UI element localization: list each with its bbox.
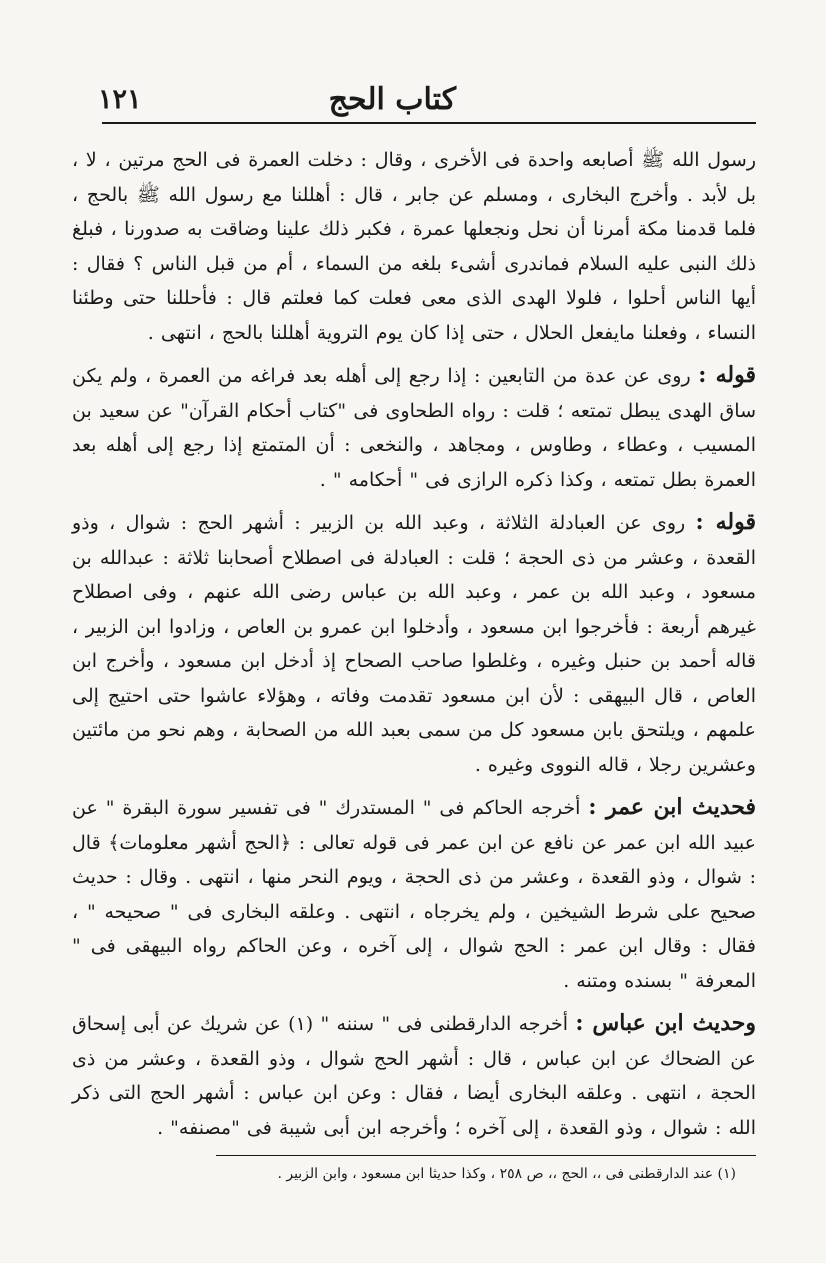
footnote: (١) عند الدارقطنى فى ،، الحج ،، ص ٢٥٨ ، وكذا حديثا ابن مسعود ، وابن الزبير . [277,1166,736,1182]
paragraph [72,1006,756,1145]
paragraph-lead: وحديث ابن عباس : [575,1010,757,1036]
running-title: كتاب الحج [328,82,456,117]
page-number: ١٢١ [98,84,142,115]
paragraph-lead: قوله : [698,362,756,388]
header-divider [102,122,756,124]
paragraph [72,358,756,497]
paragraph-text: أخرجه الحاكم فى " المستدرك " فى تفسير سورة البقرة " عن عبيد الله ابن عمر عن نافع عن ابن عمر فى قوله تعالى : ﴿الحج أشهر معلومات﴾ قال : شوال ، وذو القعدة ، وعشر من ذى الحجة ، ويوم النحر منها ، انتهى . وقال : حديث صحيح على شرط الشيخين ، ولم يخرجاه ، انتهى . وعلقه البخارى فى " صحيحه " ، فقال : وقال ابن عمر : الحج شوال ، إلى آخره ، وعن الحاكم رواه البيهقى فى " المعرفة " بسنده ومتنه . [72,797,756,992]
paragraph-text: روى عن عدة من التابعين : إذا رجع إلى أهله بعد فراغه من العمرة ، ولم يكن ساق الهدى يبطل تمتعه ؛ قلت : رواه الطحاوى فى "كتاب أحكام القرآن" عن سعيد بن المسيب ، وعطاء ، وطاوس ، ومجاهد ، والنخعى : أن المتمتع إذا رجع إلى أهله بعد العمرة بطل تمتعه ، وكذا ذكره الرازى فى " أحكامه " . [72,365,756,491]
paragraph-text: رسول الله ﷺ أصابعه واحدة فى الأخرى ، وقال : دخلت العمرة فى الحج مرتين ، لا ، بل لأبد . وأخرج البخارى ، ومسلم عن جابر ، قال : أهللنا مع رسول الله ﷺ بالحج ، فلما قدمنا مكة أمرنا أن نحل ونجعلها عمرة ، فكبر ذلك علينا وضاقت به صدورنا ، فبلغ ذلك النبى عليه السلام فماندرى أشىء بلغه من السماء ، أم من قبل الناس ؟ فقال : أيها الناس أحلوا ، فلولا الهدى الذى معى فعلت كما فعلتم قال : فأحللنا حتى وطئنا النساء ، وفعلنا مايفعل الحلال ، حتى إذا كان يوم التروية أهللنا بالحج ، انتهى . [72,149,756,344]
page-header [72,82,756,122]
paragraph-text: أخرجه الدارقطنى فى " سننه " (١) عن شريك عن أبى إسحاق عن الضحاك عن ابن عباس ، قال : أشهر الحج شوال ، وذو القعدة ، وعشر من ذى الحجة ، انتهى . وعلقه البخارى أيضا ، فقال : وعن ابن عباس : أشهر الحج التى ذكر الله : شوال ، وذو القعدة ، إلى آخره ؛ وأخرجه ابن أبى شيبة فى "مصنفه" . [72,1013,756,1139]
footnote-divider [216,1155,756,1156]
page-body [72,142,756,1145]
paragraph-lead: قوله : [695,509,756,535]
paragraph [72,142,756,350]
paragraph-text: روى عن العبادلة الثلاثة ، وعبد الله بن الزبير : أشهر الحج : شوال ، وذو القعدة ، وعشر من ذى الحجة ؛ قلت : العبادلة فى اصطلاح أصحابنا ثلاثة : عبدالله بن مسعود ، وعبد الله بن عمر ، وعبد الله بن عباس رضى الله عنهم ، وفى اصطلاح غيرهم أربعة : فأخرجوا ابن مسعود ، وأدخلوا ابن عمرو بن العاص ، وزادوا ابن الزبير ، قاله أحمد بن حنبل وغيره ، وغلطوا صاحب الصحاح إذ أدخل ابن مسعود ، وأخرج ابن العاص ، قال البيهقى : لأن ابن مسعود تقدمت وفاته ، وهؤلاء عاشوا حتى احتيج إلى علمهم ، ويلتحق بابن مسعود كل من سمى بعبد الله من الصحابة ، وهم نحو من مائتين وعشرين رجلا ، قاله النووى وغيره . [72,512,756,776]
paragraph [72,505,756,782]
paragraph-lead: فحديث ابن عمر : [588,794,757,820]
paragraph [72,790,756,998]
